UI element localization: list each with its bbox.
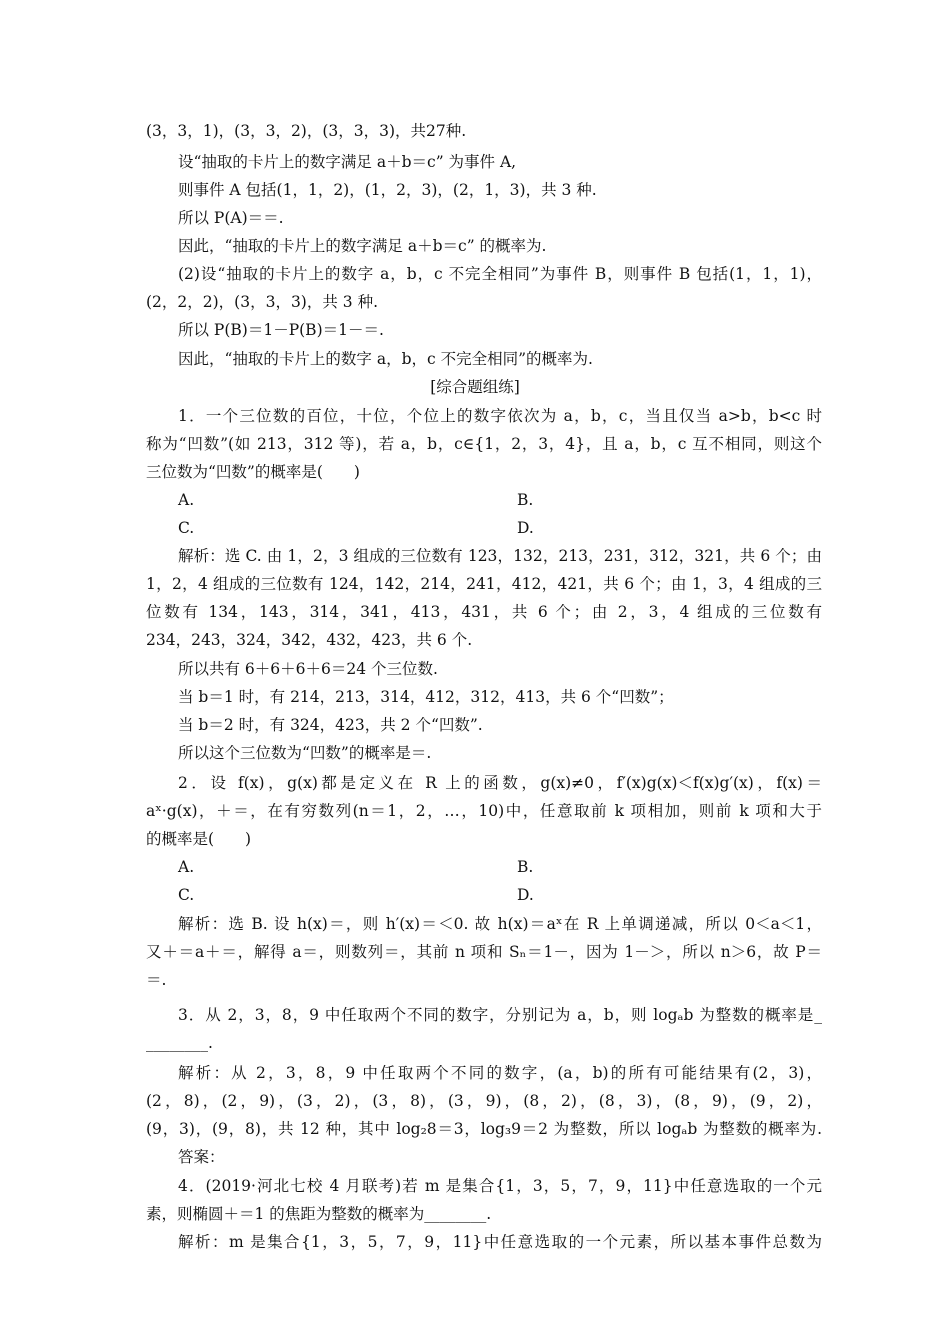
- option-d: D.: [517, 886, 534, 904]
- question-3-line: ________.: [146, 1034, 213, 1052]
- solution-line: (2，8)，(2，9)，(3，2)，(3，8)，(3，9)，(8，2)，(8，3)，(8，9)，(9，2)，: [146, 1092, 822, 1110]
- text-line: 因此，“抽取的卡片上的数字 a，b，c 不完全相同”的概率为.: [178, 350, 593, 368]
- solution-line: ＝.: [146, 971, 167, 989]
- question-1-line: 称为“凹数”(如 213，312 等)，若 a，b，c∈{1，2，3，4}，且 a，b，c 互不相同，则这个: [146, 435, 822, 453]
- solution-line: 解析：选 B. 设 h(x)＝，则 h′(x)＝＜0. 故 h(x)＝aˣ在 R 上单调递减，所以 0＜a＜1，: [178, 915, 822, 933]
- question-3-line: 3．从 2，3，8，9 中任取两个不同的数字，分别记为 a，b，则 logₐb 为整数的概率是_: [178, 1006, 822, 1024]
- text-line: (2，2，2)，(3，3，3)，共 3 种.: [146, 293, 379, 311]
- solution-line: 解析：从 2，3，8，9 中任取两个不同的数字，(a，b)的所有可能结果有(2，3)，: [178, 1064, 822, 1082]
- solution-line: 又＋＝a＋＝，解得 a＝，则数列＝，其前 n 项和 Sₙ＝1－，因为 1－＞，所以 n＞6，故 P＝: [146, 943, 822, 961]
- solution-line: 234，243，324，342，432，423，共 6 个.: [146, 631, 473, 649]
- solution-line: 解析：选 C. 由 1，2，3 组成的三位数有 123，132，213，231，312，321，共 6 个；由: [178, 547, 822, 565]
- solution-line: 位数有 134，143，314，341，413，431，共 6 个；由 2，3，4 组成的三位数有: [146, 603, 822, 621]
- option-d: D.: [517, 519, 534, 537]
- solution-line: (9，3)，(9，8)，共 12 种，其中 log₂8＝3，log₃9＝2 为整数，所以 logₐb 为整数的概率为.: [146, 1120, 822, 1138]
- option-b: B.: [517, 491, 534, 509]
- question-1-line: 三位数为“凹数”的概率是( ): [146, 463, 360, 481]
- solution-line: 所以这个三位数为“凹数”的概率是＝.: [178, 744, 432, 762]
- solution-line: 当 b＝2 时，有 324，423，共 2 个“凹数”.: [178, 716, 483, 734]
- option-b: B.: [517, 858, 534, 876]
- option-a: A.: [178, 858, 195, 876]
- text-line: 所以 P(B)＝1－P(B)＝1－＝.: [178, 321, 384, 339]
- option-c: C.: [178, 519, 195, 537]
- option-a: A.: [178, 491, 195, 509]
- answer-line: 答案：: [178, 1148, 225, 1166]
- question-4-line: 素，则椭圆＋＝1 的焦距为整数的概率为________.: [146, 1205, 492, 1223]
- solution-line: 当 b＝1 时，有 214，213，314，412，312，413，共 6 个“凹数”；: [178, 688, 674, 706]
- solution-line: 解析：m 是集合{1，3，5，7，9，11}中任意选取的一个元素，所以基本事件总数为: [178, 1233, 822, 1251]
- section-heading: [综合题组练]: [430, 378, 520, 396]
- text-line: 设“抽取的卡片上的数字满足 a＋b＝c” 为事件 A,: [178, 153, 517, 171]
- solution-line: 所以共有 6＋6＋6＋6＝24 个三位数.: [178, 660, 438, 678]
- question-4-line: 4．(2019·河北七校 4 月联考)若 m 是集合{1，3，5，7，9，11}中任意选取的一个元: [178, 1177, 822, 1195]
- text-line: (3，3，1)，(3，3，2)，(3，3，3)，共27种.: [146, 122, 467, 140]
- text-line: 则事件 A 包括(1，1，2)，(1，2，3)，(2，1，3)，共 3 种.: [178, 181, 597, 199]
- solution-line: 1，2，4 组成的三位数有 124，142，214，241，412，421，共 6 个；由 1，3，4 组成的三: [146, 575, 822, 593]
- question-2-line: aˣ·g(x)，＋＝，在有穷数列(n＝1，2，…，10)中，任意取前 k 项相加，则前 k 项和大于: [146, 802, 822, 820]
- option-c: C.: [178, 886, 195, 904]
- text-line: 因此，“抽取的卡片上的数字满足 a＋b＝c” 的概率为.: [178, 237, 547, 255]
- question-2-line: 的概率是( ): [146, 830, 252, 848]
- text-line: (2)设“抽取的卡片上的数字 a，b，c 不完全相同”为事件 B，则事件 B 包括(1，1，1)，: [178, 265, 822, 283]
- question-1-line: 1．一个三位数的百位，十位，个位上的数字依次为 a，b，c，当且仅当 a>b，b<c 时: [178, 407, 822, 425]
- text-line: 所以 P(A)＝＝.: [178, 209, 284, 227]
- question-2-line: 2．设 f(x)，g(x)都是定义在 R 上的函数，g(x)≠0，f′(x)g(x)＜f(x)g′(x)，f(x)＝: [178, 774, 822, 792]
